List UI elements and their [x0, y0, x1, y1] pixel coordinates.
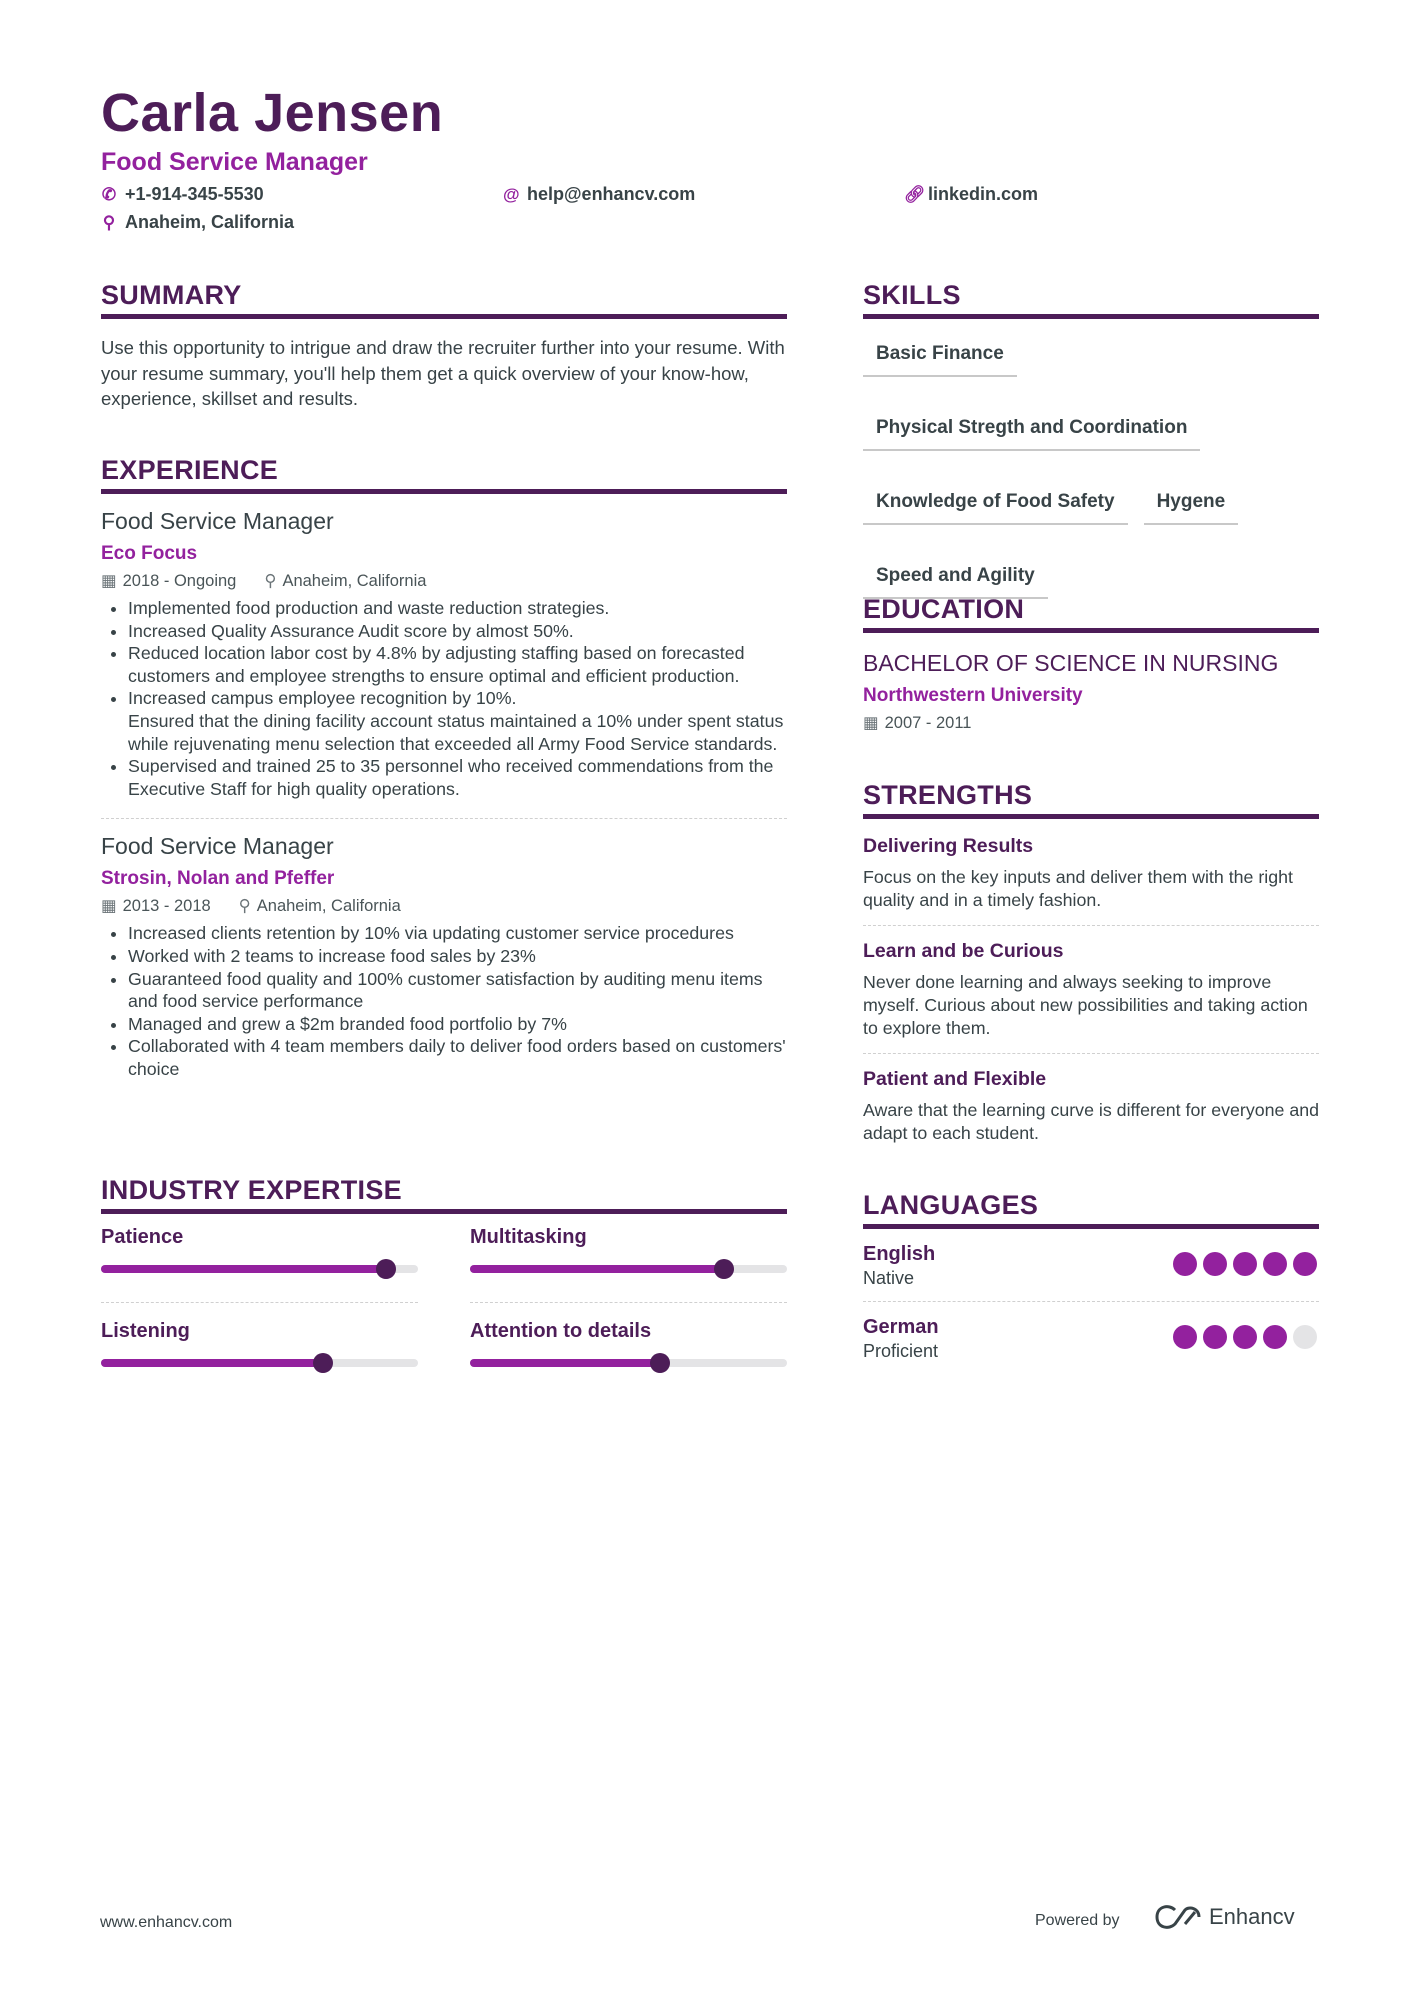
- candidate-name: Carla Jensen: [101, 83, 444, 143]
- education-section: [863, 594, 1319, 733]
- language-name: English: [863, 1243, 936, 1265]
- dates: [101, 896, 211, 916]
- strength-title: Learn and be Curious: [863, 940, 1064, 962]
- divider: [101, 818, 787, 819]
- bullet: • Guaranteed food quality and 100% customer satisfaction by auditing menu items and food service performance: [128, 968, 787, 1013]
- location-pin-icon: ⚲: [102, 212, 116, 232]
- dates: [101, 571, 236, 591]
- level-dot: [1293, 1325, 1317, 1349]
- location-pin-icon: ⚲: [238, 897, 251, 916]
- section-heading: SKILLS: [863, 280, 1319, 319]
- company-name: Strosin, Nolan and Pfeffer: [101, 868, 335, 890]
- candidate-title: Food Service Manager: [101, 148, 368, 176]
- expertise-label: Attention to details: [470, 1320, 652, 1342]
- school: Northwestern University: [863, 685, 1083, 706]
- language-item: [863, 1243, 1319, 1302]
- job-dates: 2018 - Ongoing: [122, 572, 237, 590]
- phone: [101, 184, 264, 205]
- slider-knob: [313, 1353, 333, 1373]
- languages-section: [863, 1190, 1319, 1388]
- job-meta: [101, 896, 787, 916]
- strength-item: [863, 835, 1319, 926]
- language-text: [863, 1316, 939, 1362]
- language-level: Proficient: [863, 1341, 939, 1361]
- location: [264, 571, 426, 591]
- enhancv-logo[interactable]: [1155, 1904, 1295, 1930]
- email[interactable]: [503, 184, 695, 205]
- section-heading: EDUCATION: [863, 594, 1319, 633]
- job-entry: [101, 818, 787, 1080]
- job-meta: [101, 571, 787, 591]
- link-icon: 🔗︎: [904, 184, 926, 204]
- phone-icon: ✆: [101, 184, 117, 204]
- section-heading: INDUSTRY EXPERTISE: [101, 1175, 787, 1214]
- expertise-label: Listening: [101, 1320, 190, 1342]
- experience-section: [101, 455, 787, 1081]
- company-name: Eco Focus: [101, 543, 198, 564]
- calendar-icon: ▦: [101, 572, 117, 590]
- skill-tag: Physical Stregth and Coordination: [863, 409, 1200, 451]
- level-dot: [1233, 1325, 1257, 1349]
- language-level: Native: [863, 1268, 915, 1288]
- expertise-slider: [101, 1265, 418, 1273]
- linkedin[interactable]: [904, 184, 1038, 205]
- bullet: • Worked with 2 teams to increase food sales by 23%: [128, 945, 787, 968]
- linkedin-link[interactable]: linkedin.com: [928, 184, 1039, 204]
- language-text: [863, 1243, 935, 1289]
- location-text: Anaheim, California: [125, 212, 295, 232]
- divider: [101, 1302, 418, 1303]
- expertise-label: Patience: [101, 1226, 184, 1248]
- enhancv-logo-icon: [1155, 1904, 1201, 1930]
- level-dot: [1203, 1252, 1227, 1276]
- section-heading: SUMMARY: [101, 280, 787, 319]
- footer-website[interactable]: www.enhancv.com: [100, 1914, 233, 1931]
- expertise-slider: [470, 1359, 787, 1367]
- slider-knob: [376, 1259, 396, 1279]
- summary-text: Use this opportunity to intrigue and draw the recruiter further into your resume. With your resume summary, you'll help them get a quick overview of your know-how, experience, skillset and results.: [101, 337, 785, 410]
- job-entry: [101, 508, 787, 800]
- strength-item: [863, 1068, 1319, 1158]
- strength-desc: Focus on the key inputs and deliver them with the right quality and in a timely fashion.: [863, 867, 1293, 910]
- skill-tag: Speed and Agility: [863, 557, 1048, 599]
- bullet: • Supervised and trained 25 to 35 personnel who received commendations from the Executive Staff for high quality operations.: [128, 755, 787, 800]
- strength-desc: Never done learning and always seeking to improve myself. Curious about new possibilities and taking action to explore them.: [863, 972, 1308, 1038]
- summary-section: [101, 280, 787, 412]
- expertise-section: [101, 1175, 787, 1214]
- job-title: Food Service Manager: [101, 508, 334, 534]
- bullet: • Managed and grew a $2m branded food portfolio by 7%: [128, 1013, 787, 1036]
- level-dot: [1263, 1252, 1287, 1276]
- brand-name: Enhancv: [1209, 1904, 1295, 1929]
- education-dates: 2007 - 2011: [884, 714, 972, 732]
- strength-title: Delivering Results: [863, 835, 1034, 857]
- strength-desc: Aware that the learning curve is different for everyone and adapt to each student.: [863, 1100, 1320, 1143]
- strength-item: [863, 940, 1319, 1054]
- job-dates: 2013 - 2018: [122, 897, 211, 916]
- language-dots: [1167, 1325, 1319, 1354]
- bullet: • Collaborated with 4 team members daily to deliver food orders based on customers' choice: [128, 1035, 787, 1080]
- level-dot: [1173, 1252, 1197, 1276]
- language-item: [863, 1316, 1319, 1374]
- slider-knob: [650, 1353, 670, 1373]
- powered-by: Powered by: [1035, 1912, 1120, 1929]
- section-heading: STRENGTHS: [863, 780, 1319, 819]
- expertise-label: Multitasking: [470, 1226, 587, 1248]
- slider-fill: [101, 1359, 323, 1367]
- slider-knob: [714, 1259, 734, 1279]
- strength-title: Patient and Flexible: [863, 1068, 1047, 1090]
- calendar-icon: ▦: [101, 897, 117, 916]
- slider-fill: [101, 1265, 386, 1273]
- level-dot: [1203, 1325, 1227, 1349]
- section-heading: EXPERIENCE: [101, 455, 787, 494]
- phone-text: +1-914-345-5530: [125, 184, 264, 204]
- divider: [470, 1302, 787, 1303]
- bullet: • Reduced location labor cost by 4.8% by adjusting staffing based on forecasted customers and employee strengths to ensure optimal and efficient production.: [128, 642, 787, 687]
- skill-tag: Hygene: [1144, 483, 1239, 525]
- calendar-icon: ▦: [863, 714, 879, 732]
- job-title: Food Service Manager: [101, 833, 334, 860]
- bullet: • Increased clients retention by 10% via updating customer service procedures: [128, 922, 787, 945]
- expertise-slider: [101, 1359, 418, 1367]
- at-icon: @: [503, 184, 520, 204]
- job-location: Anaheim, California: [256, 897, 401, 916]
- location: [101, 212, 294, 233]
- expertise-slider: [470, 1265, 787, 1273]
- bullet-list: [101, 597, 787, 800]
- strengths-section: [863, 780, 1319, 1172]
- language-dots: [1167, 1252, 1319, 1281]
- skill-tag: Basic Finance: [863, 335, 1017, 377]
- section-heading: LANGUAGES: [863, 1190, 1319, 1229]
- bullet: • Increased Quality Assurance Audit score by almost 50%.: [128, 620, 787, 643]
- level-dot: [1293, 1252, 1317, 1276]
- location-pin-icon: ⚲: [264, 572, 277, 590]
- location: [239, 896, 401, 916]
- slider-fill: [470, 1359, 660, 1367]
- level-dot: [1263, 1325, 1287, 1349]
- email-link[interactable]: help@enhancv.com: [527, 184, 696, 204]
- job-location: Anaheim, California: [282, 572, 427, 590]
- bullet: • Increased campus employee recognition by 10%. Ensured that the dining facility account status maintained a 10% under spent status while rejuvenating menu selection that exceeded all Army Food Service standards.: [128, 687, 787, 755]
- language-name: German: [863, 1316, 939, 1338]
- slider-fill: [470, 1265, 724, 1273]
- bullet-list: [101, 922, 787, 1080]
- level-dot: [1233, 1252, 1257, 1276]
- skills-section: [863, 280, 1319, 599]
- level-dot: [1173, 1325, 1197, 1349]
- skill-tag: Knowledge of Food Safety: [863, 483, 1128, 525]
- bullet: • Implemented food production and waste reduction strategies.: [128, 597, 787, 620]
- degree: BACHELOR OF SCIENCE IN NURSING: [863, 650, 1279, 676]
